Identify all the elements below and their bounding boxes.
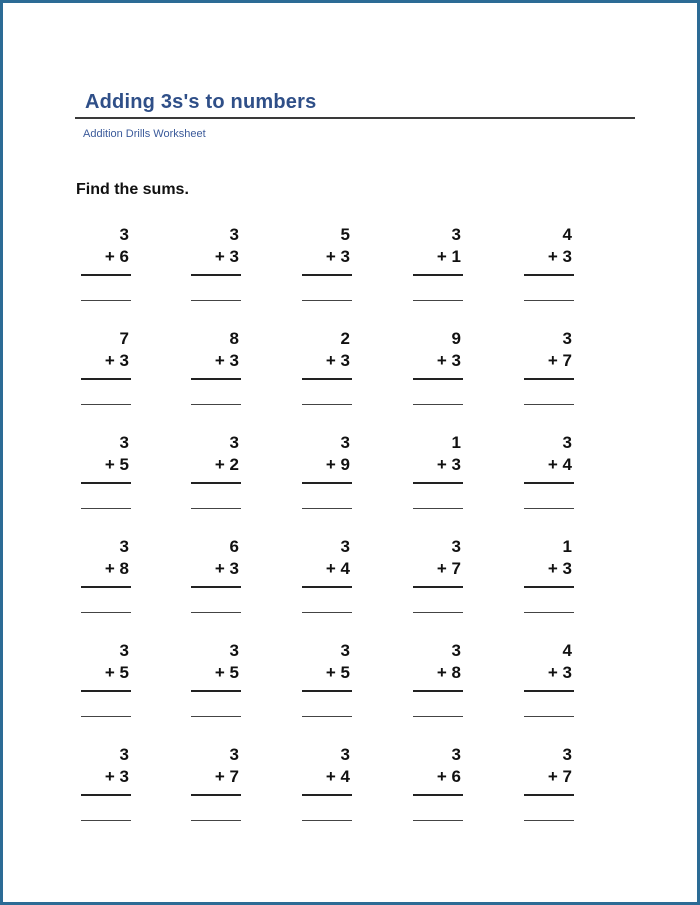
addend-top: 8 <box>229 329 239 348</box>
answer-blank[interactable] <box>81 508 131 509</box>
addend-bottom: + 2 <box>214 455 239 474</box>
addition-problem <box>77 433 129 513</box>
addend-bottom: + 6 <box>104 247 129 266</box>
answer-blank[interactable] <box>413 820 463 821</box>
addend-bottom: + 3 <box>325 351 350 370</box>
addition-problem <box>520 537 572 617</box>
addend-bottom: + 3 <box>436 351 461 370</box>
addend-top: 3 <box>229 745 239 764</box>
answer-blank[interactable] <box>524 300 574 301</box>
answer-blank[interactable] <box>191 612 241 613</box>
addition-problem <box>298 433 350 513</box>
sum-rule <box>413 690 463 692</box>
addition-problem <box>409 537 461 617</box>
addend-bottom: + 7 <box>214 767 239 786</box>
addend-bottom: + 3 <box>214 247 239 266</box>
addend-bottom: + 5 <box>325 663 350 682</box>
answer-blank[interactable] <box>302 820 352 821</box>
addition-problem <box>409 329 461 409</box>
answer-blank[interactable] <box>81 612 131 613</box>
addend-top: 1 <box>562 537 572 556</box>
addend-bottom: + 3 <box>214 351 239 370</box>
addition-problem <box>298 225 350 305</box>
addition-problem <box>409 641 461 721</box>
addition-problem <box>520 745 572 825</box>
answer-blank[interactable] <box>191 508 241 509</box>
answer-blank[interactable] <box>191 404 241 405</box>
addend-bottom: + 5 <box>104 663 129 682</box>
addend-bottom: + 3 <box>104 767 129 786</box>
sum-rule <box>524 586 574 588</box>
sum-rule <box>413 378 463 380</box>
sum-rule <box>413 586 463 588</box>
answer-blank[interactable] <box>302 612 352 613</box>
sum-rule <box>81 586 131 588</box>
sum-rule <box>413 794 463 796</box>
addition-problem <box>77 641 129 721</box>
sum-rule <box>302 690 352 692</box>
addition-problem <box>520 329 572 409</box>
addend-bottom: + 5 <box>214 663 239 682</box>
addend-top: 4 <box>562 641 572 660</box>
sum-rule <box>302 274 352 276</box>
addition-problem <box>187 225 239 305</box>
addend-bottom: + 3 <box>436 455 461 474</box>
sum-rule <box>81 482 131 484</box>
worksheet-title: Adding 3s's to numbers <box>85 91 317 113</box>
addend-top: 3 <box>451 225 461 244</box>
addend-top: 3 <box>340 537 350 556</box>
answer-blank[interactable] <box>413 716 463 717</box>
addition-problem <box>187 537 239 617</box>
answer-blank[interactable] <box>413 612 463 613</box>
answer-blank[interactable] <box>524 404 574 405</box>
addend-top: 3 <box>451 641 461 660</box>
addend-top: 3 <box>229 433 239 452</box>
sum-rule <box>524 274 574 276</box>
addend-top: 5 <box>340 225 350 244</box>
addition-problem <box>187 641 239 721</box>
addend-bottom: + 4 <box>325 559 350 578</box>
addend-top: 6 <box>229 537 239 556</box>
addend-top: 7 <box>119 329 129 348</box>
addend-bottom: + 3 <box>547 247 572 266</box>
addition-problem <box>298 329 350 409</box>
addition-problem <box>187 745 239 825</box>
sum-rule <box>302 586 352 588</box>
answer-blank[interactable] <box>524 716 574 717</box>
addend-top: 2 <box>340 329 350 348</box>
answer-blank[interactable] <box>524 820 574 821</box>
sum-rule <box>524 794 574 796</box>
answer-blank[interactable] <box>302 716 352 717</box>
addend-bottom: + 4 <box>547 455 572 474</box>
answer-blank[interactable] <box>524 508 574 509</box>
addition-problem <box>77 537 129 617</box>
answer-blank[interactable] <box>524 612 574 613</box>
addend-bottom: + 3 <box>547 663 572 682</box>
sum-rule <box>191 586 241 588</box>
answer-blank[interactable] <box>191 716 241 717</box>
sum-rule <box>302 378 352 380</box>
answer-blank[interactable] <box>302 300 352 301</box>
addition-problem <box>77 225 129 305</box>
sum-rule <box>81 794 131 796</box>
answer-blank[interactable] <box>81 404 131 405</box>
addition-problem <box>298 537 350 617</box>
addend-top: 1 <box>451 433 461 452</box>
answer-blank[interactable] <box>81 300 131 301</box>
addition-problem <box>520 641 572 721</box>
addend-bottom: + 3 <box>214 559 239 578</box>
sum-rule <box>524 378 574 380</box>
sum-rule <box>191 378 241 380</box>
sum-rule <box>413 482 463 484</box>
sum-rule <box>191 274 241 276</box>
addition-problem <box>187 329 239 409</box>
addend-top: 3 <box>562 329 572 348</box>
addend-top: 3 <box>119 225 129 244</box>
addition-problem <box>77 329 129 409</box>
addition-problem <box>77 745 129 825</box>
addend-bottom: + 8 <box>436 663 461 682</box>
sum-rule <box>81 274 131 276</box>
addend-top: 3 <box>229 225 239 244</box>
sum-rule <box>302 482 352 484</box>
answer-blank[interactable] <box>302 508 352 509</box>
addition-problem <box>187 433 239 513</box>
addend-bottom: + 5 <box>104 455 129 474</box>
addend-bottom: + 9 <box>325 455 350 474</box>
answer-blank[interactable] <box>81 820 131 821</box>
addend-top: 4 <box>562 225 572 244</box>
addend-top: 3 <box>340 641 350 660</box>
addition-problem <box>409 433 461 513</box>
sum-rule <box>81 690 131 692</box>
answer-blank[interactable] <box>81 716 131 717</box>
sum-rule <box>302 794 352 796</box>
addition-problem <box>520 433 572 513</box>
addend-top: 3 <box>451 537 461 556</box>
addend-top: 9 <box>451 329 461 348</box>
answer-blank[interactable] <box>413 300 463 301</box>
instructions: Find the sums. <box>76 181 189 198</box>
addition-problem <box>409 225 461 305</box>
sum-rule <box>524 482 574 484</box>
answer-blank[interactable] <box>191 820 241 821</box>
answer-blank[interactable] <box>191 300 241 301</box>
addend-bottom: + 1 <box>436 247 461 266</box>
addend-bottom: + 3 <box>325 247 350 266</box>
addition-problem <box>520 225 572 305</box>
addend-top: 3 <box>119 641 129 660</box>
addend-bottom: + 3 <box>547 559 572 578</box>
addition-problem <box>298 641 350 721</box>
addend-top: 3 <box>451 745 461 764</box>
worksheet-subtitle: Addition Drills Worksheet <box>83 128 206 140</box>
sum-rule <box>524 690 574 692</box>
addend-top: 3 <box>119 433 129 452</box>
title-divider <box>75 117 635 119</box>
answer-blank[interactable] <box>413 404 463 405</box>
answer-blank[interactable] <box>413 508 463 509</box>
addend-bottom: + 4 <box>325 767 350 786</box>
addend-bottom: + 3 <box>104 351 129 370</box>
addend-bottom: + 6 <box>436 767 461 786</box>
addend-bottom: + 7 <box>547 767 572 786</box>
addition-problem <box>298 745 350 825</box>
addend-bottom: + 7 <box>436 559 461 578</box>
sum-rule <box>413 274 463 276</box>
addend-bottom: + 7 <box>547 351 572 370</box>
addition-problem <box>409 745 461 825</box>
sum-rule <box>191 690 241 692</box>
addend-top: 3 <box>340 433 350 452</box>
addend-top: 3 <box>562 745 572 764</box>
addend-bottom: + 8 <box>104 559 129 578</box>
addend-top: 3 <box>340 745 350 764</box>
addend-top: 3 <box>229 641 239 660</box>
sum-rule <box>191 794 241 796</box>
addend-top: 3 <box>119 745 129 764</box>
sum-rule <box>191 482 241 484</box>
addend-top: 3 <box>119 537 129 556</box>
addend-top: 3 <box>562 433 572 452</box>
answer-blank[interactable] <box>302 404 352 405</box>
sum-rule <box>81 378 131 380</box>
